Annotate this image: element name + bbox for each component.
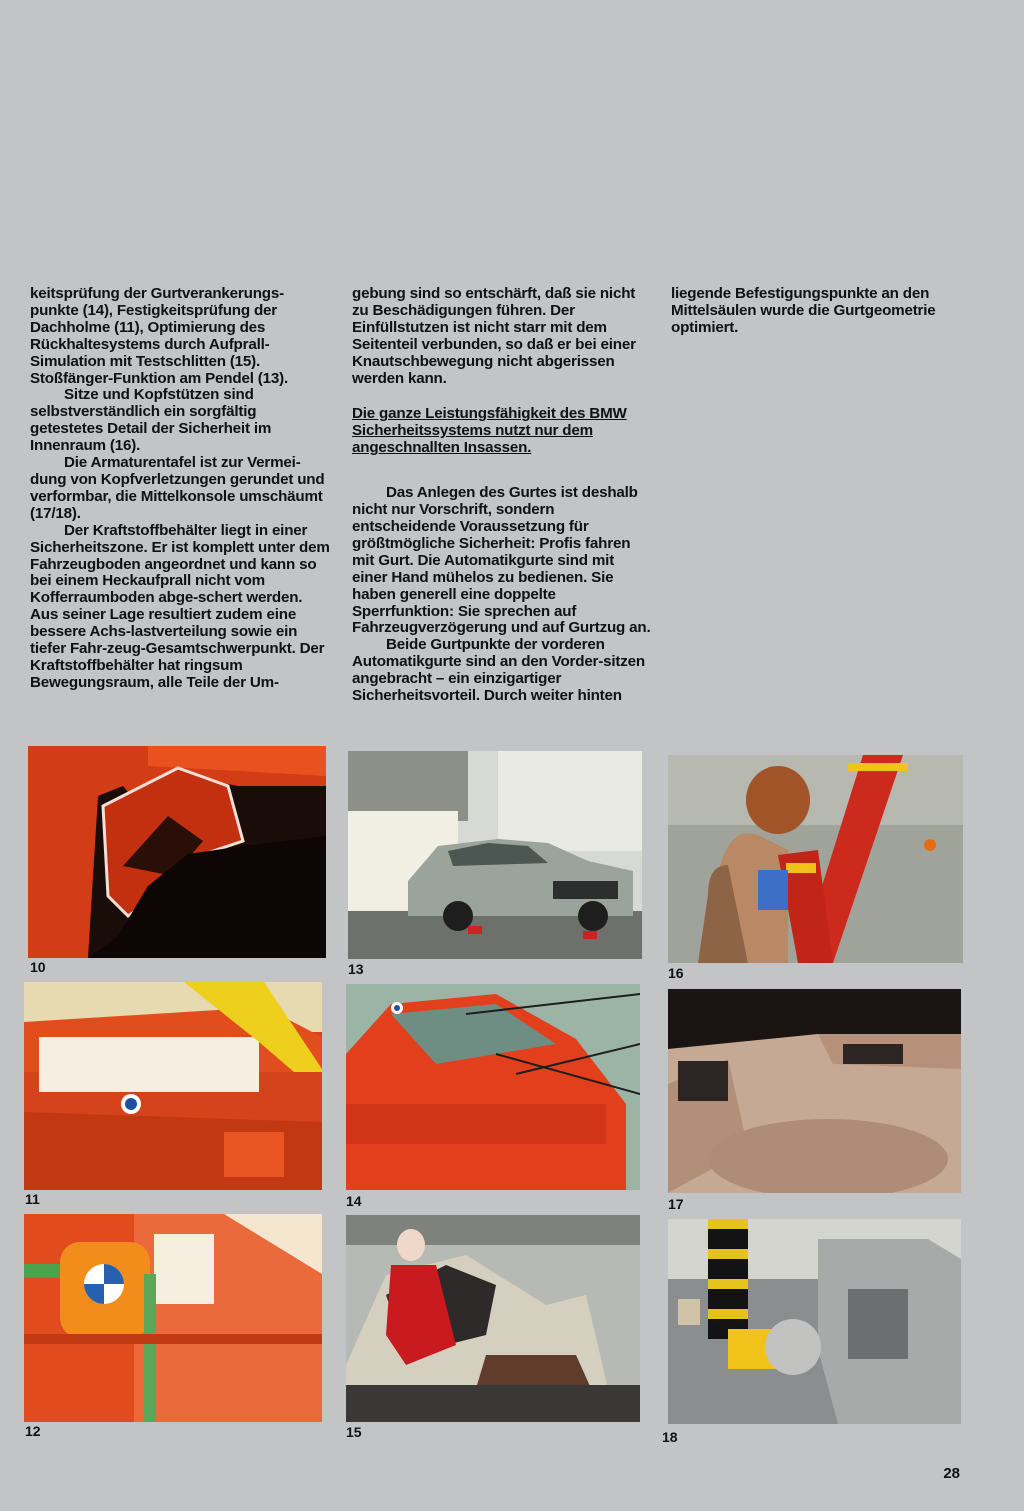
photo-12-body-impact: [24, 1214, 322, 1422]
page-number: 28: [943, 1465, 960, 1482]
paragraph: Sitze und Kopfstützen sind selbstverständlich ein sorgfältig getestetes Detail der Sicherheit im Innenraum (16).: [30, 386, 272, 455]
text-column-3: [671, 286, 971, 337]
caption-15: 15: [346, 1424, 362, 1440]
caption-16: 16: [668, 965, 684, 981]
photo-16-seat-test: [668, 755, 963, 963]
caption-12: 12: [25, 1423, 41, 1439]
photo-15-sled-test: [346, 1215, 640, 1422]
highlight-statement: Die ganze Leistungsfähigkeit des BMW Sicherheitssystems nutzt nur dem angeschnallten Insassen.: [352, 405, 627, 457]
paragraph: keitsprüfung der Gurtverankerungs-punkte (14), Festigkeitsprüfung der Dachholme (11), Optimierung des Rückhaltesystems durch Aufprall-Simulation mit Testschlitten (15). Stoßfänger-Funktion am Pendel (13).: [30, 285, 288, 387]
caption-10: 10: [30, 959, 46, 975]
caption-17: 17: [668, 1196, 684, 1212]
paragraph: Beide Gurtpunkte der vorderen Automatikgurte sind an den Vorder-sitzen angebracht – ein einzigartiger Sicherheitsvorteil. Durch weiter hinten: [352, 636, 645, 705]
paragraph: Die Armaturentafel ist zur Vermei-dung von Kopfverletzungen gerundet und verformbar, die Mittelkonsole umschäumt (17/18).: [30, 454, 325, 522]
photo-14-belt-anchorage: [346, 984, 640, 1190]
photo-11-roof-test: [24, 982, 322, 1190]
photo-10-pillar-profile: [28, 746, 326, 958]
paragraph: Das Anlegen des Gurtes ist deshalb nicht nur Vorschrift, sondern entscheidende Voraussetzung für größtmögliche Sicherheit: Profis fahren mit Gurt. Die Automatikgurte sind mit einer Hand mühelos zu bedienen. Sie haben generell eine doppelte Sperrfunktion: Sie sprechen auf Fahrzeugverzögerung und auf Gurtzug an.: [352, 484, 651, 637]
caption-18: 18: [662, 1429, 678, 1445]
text-column-1: [30, 286, 330, 692]
paragraph: Der Kraftstoffbehälter liegt in einer Sicherheitszone. Er ist komplett unter dem Fahrzeugboden angeordnet und kann so bei einem Heckaufprall nicht vom Kofferraumboden abge-schert werden. Aus seiner Lage resultiert zudem eine bessere Achs-lastverteilung sowie ein tiefer Fahr-zeug-Gesamtschwerpunkt. Der Kraftstoffbehälter hat ringsum Bewegungsraum, alle Teile der Um-: [30, 521, 330, 691]
paragraph: liegende Befestigungspunkte an den Mittelsäulen wurde die Gurtgeometrie optimiert.: [671, 285, 936, 336]
caption-11: 11: [25, 1191, 40, 1207]
photo-18-dashboard-impact: [668, 1219, 961, 1424]
text-column-2: [352, 286, 652, 705]
photo-13-bumper-pendulum: [348, 751, 642, 959]
paragraph: gebung sind so entschärft, daß sie nicht zu Beschädigungen führen. Der Einfüllstutzen ist nicht starr mit dem Seitenteil verbunden, so daß er bei einer Knautschbewegung nicht abgerissen werden kann.: [352, 285, 636, 387]
caption-14: 14: [346, 1193, 362, 1209]
caption-13: 13: [348, 961, 364, 977]
photo-17-center-console: [668, 989, 961, 1193]
